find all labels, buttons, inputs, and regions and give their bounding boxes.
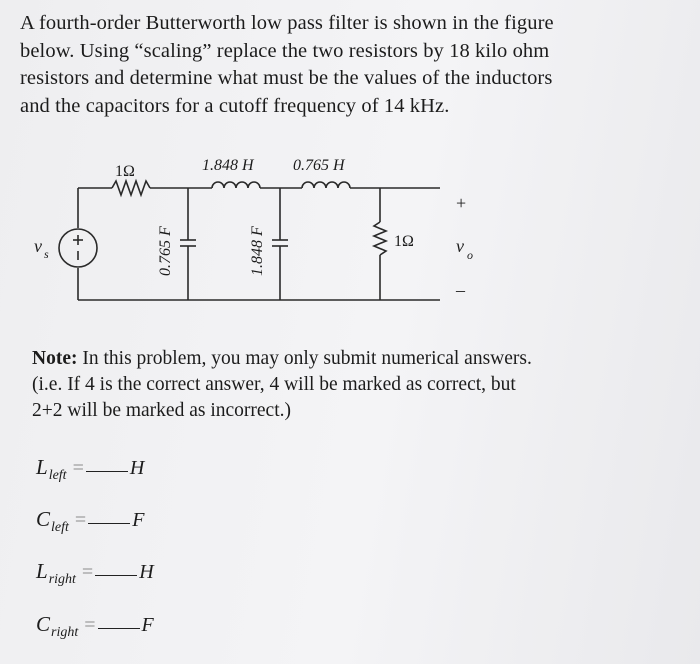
inductor-l2: [302, 182, 350, 188]
resistor-load: [374, 222, 386, 255]
answer-symbol: C: [36, 612, 51, 636]
answer-subscript: right: [48, 572, 76, 587]
c-left-answer-blank[interactable]: [88, 509, 130, 524]
note: [32, 346, 672, 424]
voltage-source: [59, 229, 97, 267]
answer-subscript: left: [51, 520, 69, 535]
r-load-label: 1Ω: [394, 233, 414, 250]
answer-c-left: [36, 507, 144, 537]
answer-symbol: L: [36, 455, 48, 479]
note-line: 2+2 will be marked as incorrect.): [32, 400, 291, 421]
problem-line: A fourth-order Butterworth low pass filter is shown in the figure: [20, 12, 554, 34]
vo-minus: –: [456, 280, 465, 300]
resistor-source: [112, 181, 150, 195]
vs-label: v: [34, 236, 42, 256]
answer-l-right: [36, 559, 154, 589]
vo-subscript: o: [467, 248, 473, 262]
c2-label: 1.848 F: [249, 226, 266, 276]
answer-unit: H: [139, 561, 154, 583]
l-right-answer-blank[interactable]: [95, 561, 137, 576]
answer-l-left: [36, 455, 144, 485]
equals-sign: =: [81, 561, 94, 583]
equals-sign: =: [84, 614, 96, 636]
answer-symbol: L: [36, 559, 48, 583]
answer-subscript: left: [48, 468, 67, 483]
note-heading: Note:: [32, 348, 78, 369]
answer-subscript: right: [51, 625, 79, 640]
answer-symbol: C: [36, 507, 51, 531]
vs-subscript: s: [44, 247, 49, 261]
l2-label: 0.765 H: [293, 157, 345, 174]
l-left-answer-blank[interactable]: [86, 457, 128, 472]
note-line: [32, 346, 672, 372]
r-source-label: 1Ω: [115, 163, 135, 180]
problem-line: and the capacitors for a cutoff frequency of 14 kHz.: [20, 94, 450, 117]
answer-unit: F: [132, 509, 145, 531]
equals-sign: =: [72, 457, 84, 479]
c-right-answer-blank[interactable]: [98, 614, 140, 629]
l1-label: 1.848 H: [202, 157, 254, 174]
problem-line: below. Using “scaling” replace the two resistors by 18 kilo ohm: [20, 39, 550, 62]
c1-label: 0.765 F: [157, 226, 174, 276]
answer-c-right: [36, 612, 154, 642]
problem-line: resistors and determine what must be the values of the inductors: [20, 67, 553, 89]
answer-unit: H: [129, 457, 145, 479]
note-line: (i.e. If 4 is the correct answer, 4 will be marked as correct, but: [32, 374, 516, 395]
equals-sign: =: [74, 509, 87, 531]
answer-unit: F: [141, 614, 154, 636]
vo-plus: +: [456, 193, 467, 213]
inductor-l1: [212, 182, 260, 188]
vo-label: v: [456, 236, 464, 256]
note-text: In this problem, you may only submit numerical answers.: [77, 348, 532, 369]
